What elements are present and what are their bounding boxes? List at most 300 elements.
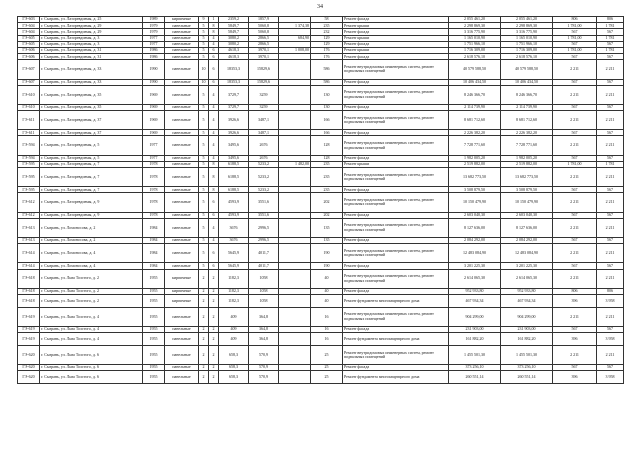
- cell-build-year: 1969: [143, 130, 165, 136]
- cell-apartments: 166: [311, 111, 343, 130]
- cell-floors: 2: [199, 269, 209, 288]
- cell-total-area: 4618,3: [219, 47, 249, 53]
- cell-apartments: 130: [311, 85, 343, 104]
- cell-max-rate: 567: [597, 187, 624, 193]
- cell-wall-material: панельные: [165, 263, 199, 269]
- cell-total-area: 3926,6: [219, 111, 249, 130]
- cell-build-year: 1969: [143, 85, 165, 104]
- cell-unit-rate: 396: [553, 294, 597, 307]
- cell-max-rate: 567: [597, 212, 624, 218]
- cell-work-type: Ремонт фасада: [343, 17, 449, 23]
- cell-work-type: Ремонт фасада: [343, 237, 449, 243]
- cell-total-cost: 1 716 309,00: [501, 47, 553, 53]
- cell-apartments: 202: [311, 193, 343, 212]
- cell-house-id: ГЭ-620: [18, 365, 40, 371]
- cell-apartments: 232: [311, 29, 343, 35]
- cell-max-rate: 1 781: [597, 23, 624, 29]
- cell-entrances: 4: [209, 130, 219, 136]
- cell-work-cost: 1 716 309,00: [449, 47, 501, 53]
- cell-unit-rate: 567: [553, 263, 597, 269]
- cell-living-area: 2866,5: [249, 41, 279, 47]
- cell-total-area: 5849,7: [219, 23, 249, 29]
- cell-house-id: ГЭ-619: [18, 326, 40, 332]
- cell-total-cost: 373 256,10: [501, 365, 553, 371]
- cell-roof-area: [279, 193, 311, 212]
- cell-work-type: Ремонт крыши: [343, 47, 449, 53]
- cell-build-year: 1969: [143, 104, 165, 110]
- cell-max-rate: 1 781: [597, 161, 624, 167]
- cell-total-cost: 3 201 225,30: [501, 263, 553, 269]
- cell-roof-area: [279, 333, 311, 346]
- cell-work-type: Ремонт фасада: [343, 41, 449, 47]
- cell-living-area: 2996,5: [249, 218, 279, 237]
- cell-roof-area: 1 482,00: [279, 161, 311, 167]
- cell-total-area: 3080,2: [219, 41, 249, 47]
- cell-address: г. Сызрань, ул. Льва Толстого, д. 2: [40, 269, 143, 288]
- table-row: [18, 307, 624, 326]
- cell-wall-material: панельные: [165, 333, 199, 346]
- cell-total-area: 409: [219, 333, 249, 346]
- cell-floors: 2: [199, 307, 209, 326]
- cell-living-area: 15829,6: [249, 79, 279, 85]
- cell-address: г. Сызрань, ул. Льва Толстого, д. 4: [40, 326, 143, 332]
- cell-unit-rate: 567: [553, 237, 597, 243]
- cell-work-cost: 1 165 010,90: [449, 35, 501, 41]
- cell-work-type: Ремонт фасада: [343, 263, 449, 269]
- cell-address: г. Сызрань, ул. Лазоревдовмы, д. 25: [40, 17, 143, 23]
- cell-floors: 2: [199, 333, 209, 346]
- cell-build-year: 1978: [143, 168, 165, 187]
- cell-house-id: ГЭ-618: [18, 288, 40, 294]
- cell-wall-material: панельные: [165, 218, 199, 237]
- cell-wall-material: панельные: [165, 136, 199, 155]
- cell-wall-material: панельные: [165, 193, 199, 212]
- cell-address: г. Сызрань, ул. Ломоносова, д. 4: [40, 244, 143, 263]
- cell-floors: 5: [199, 47, 209, 53]
- cell-work-cost: 2 618 576,10: [449, 54, 501, 60]
- cell-floors: 5: [199, 130, 209, 136]
- cell-house-id: ГЭ-595: [18, 187, 40, 193]
- cell-entrances: 6: [209, 263, 219, 269]
- cell-house-id: ГЭ-603: [18, 17, 40, 23]
- cell-roof-area: [279, 60, 311, 79]
- cell-work-type: Ремонт фундамента многоквартирного дома: [343, 294, 449, 307]
- cell-address: г. Сызрань, ул. Лазоревдовмы, д. 33: [40, 60, 143, 79]
- cell-entrances: 6: [209, 244, 219, 263]
- cell-total-area: 18353,3: [219, 79, 249, 85]
- cell-max-rate: 567: [597, 326, 624, 332]
- cell-build-year: 1977: [143, 136, 165, 155]
- cell-work-type: Ремонт внутридомовых инженерных систем, ремонт подвальных помещений: [343, 193, 449, 212]
- cell-build-year: 1984: [143, 218, 165, 237]
- cell-total-cost: 7 728 771,60: [501, 136, 553, 155]
- cell-address: г. Сызрань, ул. Лазоревдовмы, д. 33: [40, 79, 143, 85]
- cell-work-type: Ремонт крыши: [343, 161, 449, 167]
- cell-work-type: Ремонт крыши: [343, 35, 449, 41]
- cell-apartments: 58: [311, 17, 343, 23]
- table-row: [18, 168, 624, 187]
- cell-build-year: 1955: [143, 371, 165, 384]
- cell-max-rate: 2 211: [597, 307, 624, 326]
- cell-roof-area: 1 374,38: [279, 23, 311, 29]
- cell-house-id: ГЭ-605: [18, 41, 40, 47]
- cell-house-id: ГЭ-613: [18, 218, 40, 237]
- cell-floors: 2: [199, 345, 209, 364]
- cell-total-cost: 8 246 366,70: [501, 85, 553, 104]
- cell-house-id: ГЭ-610: [18, 104, 40, 110]
- cell-max-rate: 1 781: [597, 35, 624, 41]
- cell-build-year: 1978: [143, 161, 165, 167]
- cell-build-year: 1984: [143, 263, 165, 269]
- cell-max-rate: 2 211: [597, 168, 624, 187]
- cell-work-cost: 8 127 636,00: [449, 218, 501, 237]
- cell-build-year: 1984: [143, 244, 165, 263]
- cell-house-id: ГЭ-604: [18, 29, 40, 35]
- cell-max-rate: 2 211: [597, 85, 624, 104]
- cell-work-cost: 2 519 882,00: [449, 161, 501, 167]
- cell-roof-area: 684,90: [279, 35, 311, 41]
- cell-wall-material: кирпичные: [165, 288, 199, 294]
- cell-wall-material: панельные: [165, 111, 199, 130]
- cell-work-cost: 2 603 040,30: [449, 212, 501, 218]
- cell-roof-area: [279, 307, 311, 326]
- cell-wall-material: панельные: [165, 168, 199, 187]
- cell-build-year: 1978: [143, 187, 165, 193]
- cell-living-area: 5060,8: [249, 29, 279, 35]
- cell-apartments: 129: [311, 35, 343, 41]
- cell-wall-material: панельные: [165, 79, 199, 85]
- cell-floors: 5: [199, 168, 209, 187]
- cell-entrances: 8: [209, 161, 219, 167]
- cell-total-area: 658,3: [219, 365, 249, 371]
- cell-apartments: 586: [311, 60, 343, 79]
- cell-floors: 5: [199, 136, 209, 155]
- cell-work-cost: 161 882,20: [449, 333, 501, 346]
- cell-floors: 5: [199, 212, 209, 218]
- cell-living-area: 1058: [249, 288, 279, 294]
- cell-house-id: ГЭ-620: [18, 345, 40, 364]
- cell-work-cost: 1 751 966,10: [449, 41, 501, 47]
- cell-entrances: 8: [209, 168, 219, 187]
- housing-repair-register-table: [17, 16, 624, 384]
- cell-total-area: 4593,9: [219, 193, 249, 212]
- cell-floors: 10: [199, 60, 209, 79]
- cell-address: г. Сызрань, ул. Лазоревдовмы, д. 5: [40, 136, 143, 155]
- cell-apartments: 235: [311, 23, 343, 29]
- cell-unit-rate: 2 211: [553, 60, 597, 79]
- register-body: [18, 17, 624, 384]
- cell-unit-rate: 2 211: [553, 244, 597, 263]
- cell-work-type: Ремонт крыши: [343, 23, 449, 29]
- cell-unit-rate: 567: [553, 365, 597, 371]
- cell-unit-rate: 1 781,00: [553, 23, 597, 29]
- cell-apartments: 16: [311, 333, 343, 346]
- cell-house-id: ГЭ-614: [18, 244, 40, 263]
- cell-work-cost: 3 508 879,50: [449, 187, 501, 193]
- cell-living-area: 364,8: [249, 333, 279, 346]
- cell-address: г. Сызрань, ул. Льва Толстого, д. 4: [40, 307, 143, 326]
- cell-total-area: 1182,3: [219, 288, 249, 294]
- cell-unit-rate: 567: [553, 41, 597, 47]
- cell-apartments: 25: [311, 371, 343, 384]
- cell-address: г. Сызрань, ул. Лазоревдовмы, д. 5: [40, 155, 143, 161]
- cell-floors: 5: [199, 155, 209, 161]
- cell-house-id: ГЭ-614: [18, 263, 40, 269]
- cell-work-cost: 7 728 771,60: [449, 136, 501, 155]
- cell-wall-material: панельные: [165, 155, 199, 161]
- cell-entrances: 2: [209, 269, 219, 288]
- cell-house-id: ГЭ-607: [18, 79, 40, 85]
- cell-work-cost: 8 681 712,60: [449, 111, 501, 130]
- cell-unit-rate: 567: [553, 130, 597, 136]
- table-row: [18, 193, 624, 212]
- cell-wall-material: кирпичные: [165, 294, 199, 307]
- cell-address: г. Сызрань, ул. Лазоревдовмы, д. 31: [40, 47, 143, 53]
- cell-max-rate: 567: [597, 263, 624, 269]
- cell-roof-area: [279, 345, 311, 364]
- cell-floors: 5: [199, 29, 209, 35]
- cell-living-area: 1857,9: [249, 17, 279, 23]
- cell-work-type: Ремонт фасада: [343, 130, 449, 136]
- cell-entrances: 2: [209, 365, 219, 371]
- cell-living-area: 3487,1: [249, 130, 279, 136]
- cell-total-area: 3676: [219, 237, 249, 243]
- cell-build-year: 1977: [143, 41, 165, 47]
- cell-total-area: 3495,6: [219, 136, 249, 155]
- cell-wall-material: панельные: [165, 29, 199, 35]
- cell-house-id: ГЭ-594: [18, 136, 40, 155]
- cell-house-id: ГЭ-611: [18, 111, 40, 130]
- cell-apartments: 190: [311, 263, 343, 269]
- table-row: [18, 136, 624, 155]
- cell-entrances: 6: [209, 54, 219, 60]
- cell-floors: 5: [199, 111, 209, 130]
- cell-house-id: ГЭ-620: [18, 371, 40, 384]
- cell-apartments: 129: [311, 41, 343, 47]
- cell-work-cost: 12 483 084,90: [449, 244, 501, 263]
- cell-work-cost: 1 982 005,20: [449, 155, 501, 161]
- cell-unit-rate: 2 211: [553, 345, 597, 364]
- cell-work-type: Ремонт внутридомовых инженерных систем, ремонт подвальных помещений: [343, 345, 449, 364]
- cell-total-area: 3926,6: [219, 130, 249, 136]
- cell-address: г. Сызрань, ул. Лазоревдовмы, д. 3: [40, 41, 143, 47]
- cell-total-cost: 2 618 576,10: [501, 54, 553, 60]
- cell-entrances: 4: [209, 85, 219, 104]
- cell-entrances: 2: [209, 294, 219, 307]
- cell-work-cost: 2 614 065,30: [449, 269, 501, 288]
- cell-floors: 2: [199, 294, 209, 307]
- cell-floors: 5: [199, 54, 209, 60]
- cell-work-type: Ремонт внутридомовых инженерных систем, ремонт подвальных помещений: [343, 218, 449, 237]
- cell-work-cost: 1 455 501,30: [449, 345, 501, 364]
- cell-entrances: 4: [209, 218, 219, 237]
- cell-wall-material: кирпичные: [165, 17, 199, 23]
- cell-address: г. Сызрань, ул. Льва Толстого, д. 6: [40, 345, 143, 364]
- cell-unit-rate: 2 211: [553, 218, 597, 237]
- cell-floors: 5: [199, 104, 209, 110]
- cell-unit-rate: 567: [553, 54, 597, 60]
- cell-max-rate: 2 211: [597, 111, 624, 130]
- cell-unit-rate: 2 211: [553, 307, 597, 326]
- cell-unit-rate: 2 211: [553, 269, 597, 288]
- cell-work-type: Ремонт фасада: [343, 29, 449, 35]
- cell-house-id: ГЭ-595: [18, 168, 40, 187]
- cell-max-rate: 2 211: [597, 218, 624, 237]
- cell-work-type: Ремонт внутридомовых инженерных систем, ремонт подвальных помещений: [343, 168, 449, 187]
- cell-entrances: 2: [209, 326, 219, 332]
- cell-unit-rate: 1 781,00: [553, 35, 597, 41]
- cell-total-cost: 10 150 479,90: [501, 193, 553, 212]
- cell-floors: 2: [199, 371, 209, 384]
- cell-build-year: 1986: [143, 47, 165, 53]
- cell-build-year: 1955: [143, 333, 165, 346]
- cell-max-rate: 2 211: [597, 136, 624, 155]
- cell-living-area: 2996,5: [249, 237, 279, 243]
- cell-total-area: 3729,7: [219, 85, 249, 104]
- cell-total-area: 6188,5: [219, 168, 249, 187]
- cell-entrances: 6: [209, 212, 219, 218]
- cell-wall-material: панельные: [165, 326, 199, 332]
- cell-build-year: 1990: [143, 60, 165, 79]
- cell-total-area: 3729,7: [219, 104, 249, 110]
- cell-build-year: 1984: [143, 237, 165, 243]
- cell-max-rate: 567: [597, 155, 624, 161]
- cell-house-id: ГЭ-618: [18, 294, 40, 307]
- cell-entrances: 4: [209, 136, 219, 155]
- cell-roof-area: [279, 294, 311, 307]
- cell-address: г. Сызрань, ул. Лазоревдовмы, д. 29: [40, 29, 143, 35]
- cell-total-cost: 1 455 501,30: [501, 345, 553, 364]
- cell-build-year: 1955: [143, 288, 165, 294]
- cell-house-id: ГЭ-606: [18, 54, 40, 60]
- cell-total-area: 5849,7: [219, 29, 249, 35]
- cell-unit-rate: 567: [553, 79, 597, 85]
- cell-living-area: 5233,2: [249, 168, 279, 187]
- cell-house-id: ГЭ-610: [18, 85, 40, 104]
- cell-work-type: Ремонт фасада: [343, 187, 449, 193]
- cell-apartments: 235: [311, 168, 343, 187]
- cell-apartments: 135: [311, 218, 343, 237]
- cell-work-cost: 13 682 773,50: [449, 168, 501, 187]
- cell-unit-rate: 567: [553, 187, 597, 193]
- cell-floors: 5: [199, 23, 209, 29]
- cell-total-cost: 1 751 966,10: [501, 41, 553, 47]
- cell-work-cost: 2 055 461,20: [449, 17, 501, 23]
- cell-total-area: 3495,6: [219, 155, 249, 161]
- cell-work-cost: 3 316 775,90: [449, 29, 501, 35]
- cell-work-type: Ремонт фасада: [343, 365, 449, 371]
- cell-address: г. Сызрань, ул. Льва Толстого, д. 2: [40, 288, 143, 294]
- cell-total-cost: 2 614 065,30: [501, 269, 553, 288]
- cell-work-cost: 40 579 588,50: [449, 60, 501, 79]
- cell-work-cost: 373 256,10: [449, 365, 501, 371]
- cell-wall-material: панельные: [165, 365, 199, 371]
- cell-living-area: 3259: [249, 104, 279, 110]
- cell-address: г. Сызрань, ул. Льва Толстого, д. 4: [40, 333, 143, 346]
- cell-work-type: Ремонт фундамента многоквартирного дома: [343, 333, 449, 346]
- page-number: 34: [317, 4, 323, 10]
- cell-living-area: 2676: [249, 155, 279, 161]
- cell-roof-area: [279, 136, 311, 155]
- cell-total-cost: 467 934,34: [501, 294, 553, 307]
- cell-living-area: 364,8: [249, 326, 279, 332]
- cell-roof-area: [279, 371, 311, 384]
- cell-total-area: 5645,9: [219, 263, 249, 269]
- cell-work-cost: 8 246 366,70: [449, 85, 501, 104]
- cell-work-type: Ремонт фасада: [343, 79, 449, 85]
- cell-address: г. Сызрань, ул. Ломоносова, д. 2: [40, 237, 143, 243]
- cell-work-cost: 2 226 382,20: [449, 130, 501, 136]
- cell-work-type: Ремонт внутридомовых инженерных систем, ремонт подвальных помещений: [343, 85, 449, 104]
- cell-living-area: 4011,7: [249, 263, 279, 269]
- cell-work-type: Ремонт фасада: [343, 155, 449, 161]
- cell-work-type: Ремонт внутридомовых инженерных систем, ремонт подвальных помещений: [343, 307, 449, 326]
- cell-address: г. Сызрань, ул. Лазоревдовмы, д. 37: [40, 111, 143, 130]
- table-row: [18, 60, 624, 79]
- cell-total-cost: 231 903,00: [501, 326, 553, 332]
- cell-roof-area: [279, 244, 311, 263]
- cell-apartments: 190: [311, 244, 343, 263]
- cell-house-id: ГЭ-595: [18, 161, 40, 167]
- cell-house-id: ГЭ-604: [18, 23, 40, 29]
- cell-total-cost: 12 483 084,90: [501, 244, 553, 263]
- cell-entrances: 2: [209, 333, 219, 346]
- cell-max-rate: 567: [597, 79, 624, 85]
- table-row: [18, 333, 624, 346]
- cell-build-year: 1989: [143, 17, 165, 23]
- cell-work-type: Ремонт фасада: [343, 212, 449, 218]
- cell-living-area: 15829,6: [249, 60, 279, 79]
- cell-total-cost: 1 982 005,20: [501, 155, 553, 161]
- cell-unit-rate: 396: [553, 371, 597, 384]
- cell-total-cost: 3 316 775,90: [501, 29, 553, 35]
- cell-wall-material: панельные: [165, 244, 199, 263]
- cell-address: г. Сызрань, ул. Ломоносова, д. 4: [40, 263, 143, 269]
- cell-work-cost: 10 406 434,50: [449, 79, 501, 85]
- cell-floors: 5: [199, 193, 209, 212]
- cell-address: г. Сызрань, ул. Ломоносова, д. 2: [40, 218, 143, 237]
- cell-floors: 10: [199, 79, 209, 85]
- cell-unit-rate: 806: [553, 17, 597, 23]
- cell-house-id: ГЭ-612: [18, 193, 40, 212]
- cell-build-year: 1990: [143, 79, 165, 85]
- cell-total-area: 5645,9: [219, 244, 249, 263]
- cell-max-rate: 2 211: [597, 244, 624, 263]
- cell-total-area: 409: [219, 326, 249, 332]
- cell-floors: 5: [199, 218, 209, 237]
- cell-work-cost: 2 298 869,30: [449, 23, 501, 29]
- cell-house-id: ГЭ-594: [18, 155, 40, 161]
- cell-work-cost: 10 150 479,90: [449, 193, 501, 212]
- cell-floors: 5: [199, 244, 209, 263]
- cell-work-cost: 2 114 739,90: [449, 104, 501, 110]
- cell-wall-material: панельные: [165, 371, 199, 384]
- cell-total-cost: 2 114 739,90: [501, 104, 553, 110]
- cell-floors: 2: [199, 365, 209, 371]
- cell-build-year: 1978: [143, 212, 165, 218]
- cell-unit-rate: 2 211: [553, 193, 597, 212]
- cell-work-type: Ремонт фасада: [343, 326, 449, 332]
- cell-apartments: 40: [311, 288, 343, 294]
- cell-build-year: 1977: [143, 155, 165, 161]
- cell-apartments: 166: [311, 130, 343, 136]
- cell-living-area: 1058: [249, 269, 279, 288]
- cell-max-rate: 3 958: [597, 333, 624, 346]
- cell-work-cost: 952 933,80: [449, 288, 501, 294]
- cell-max-rate: 2 211: [597, 269, 624, 288]
- cell-work-type: Ремонт фасада: [343, 54, 449, 60]
- cell-total-cost: 161 882,20: [501, 333, 553, 346]
